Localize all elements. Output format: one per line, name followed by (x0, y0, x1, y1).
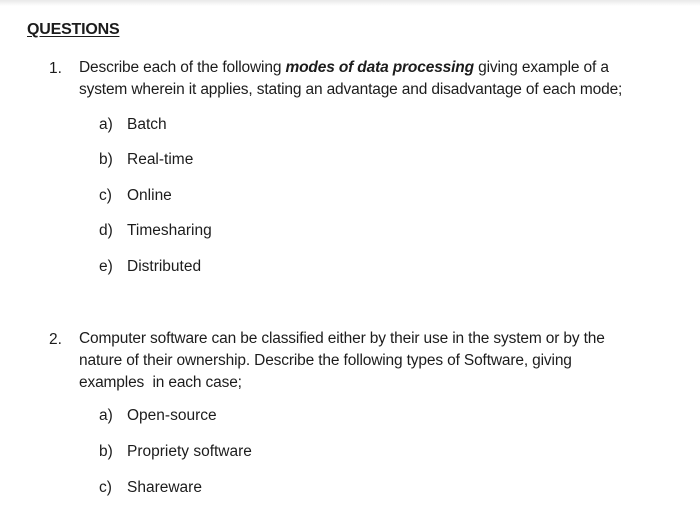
option-text: Propriety software (127, 443, 252, 460)
question-1-option-a (99, 116, 167, 134)
question-1-option-b (99, 151, 193, 169)
question-1-option-d (99, 222, 212, 240)
option-letter: a) (99, 407, 113, 424)
question-1-number: 1. (49, 60, 62, 77)
question-2-line-2: nature of their ownership. Describe the following types of Software, giving (79, 352, 572, 369)
option-text: Batch (127, 116, 167, 133)
question-2-option-a (99, 407, 217, 425)
option-text: Shareware (127, 479, 202, 496)
option-letter: a) (99, 116, 113, 133)
option-letter: b) (99, 151, 113, 168)
option-text: Open-source (127, 407, 217, 424)
option-text: Real-time (127, 151, 194, 168)
option-letter: d) (99, 222, 113, 239)
question-2-option-b (99, 443, 252, 461)
question-1-line-1-end: giving example of a (473, 59, 609, 76)
option-letter: c) (99, 479, 112, 496)
question-1-option-c (99, 187, 172, 205)
question-2-text (79, 328, 605, 394)
question-2-option-c (99, 479, 202, 497)
top-edge-shadow (0, 0, 700, 6)
option-text: Distributed (127, 258, 202, 275)
option-text: Timesharing (127, 222, 212, 239)
question-2-number: 2. (49, 331, 62, 348)
option-text: Online (127, 187, 172, 204)
question-1-text (79, 57, 622, 101)
question-2-line-1: Computer software can be classified either by their use in the system or by the (79, 330, 605, 347)
question-1-line-1 (79, 57, 622, 79)
question-1-line-1-start: Describe each of the following (79, 59, 286, 76)
option-letter: e) (99, 258, 113, 275)
page-heading: QUESTIONS (27, 21, 120, 38)
question-1-option-e (99, 258, 201, 276)
question-2-line-3: examples in each case; (79, 374, 242, 391)
option-letter: b) (99, 443, 113, 460)
option-letter: c) (99, 187, 112, 204)
question-1-emphasis: modes of data processing (285, 59, 474, 76)
question-1-line-2: system wherein it applies, stating an advantage and disadvantage of each mode; (79, 81, 623, 98)
